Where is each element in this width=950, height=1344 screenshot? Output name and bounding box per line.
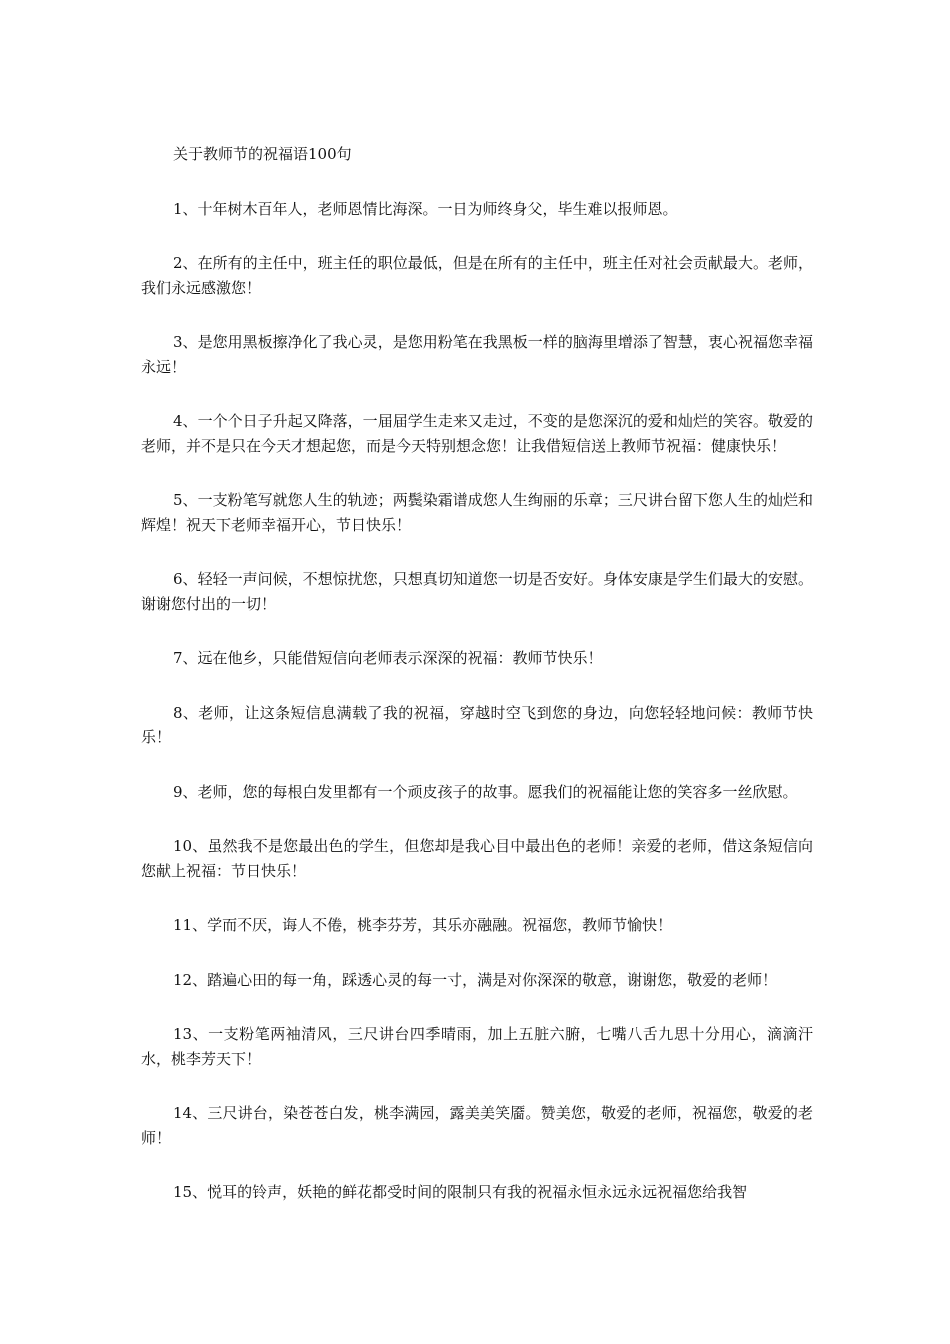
wish-item-3: 3、是您用黑板擦净化了我心灵，是您用粉笔在我黑板一样的脑海里增添了智慧，衷心祝福您幸福永远！ [141, 333, 813, 376]
wish-item-10: 10、虽然我不是您最出色的学生，但您却是我心目中最出色的老师！亲爱的老师，借这条短信向您献上祝福：节日快乐！ [141, 837, 813, 880]
wish-item-5: 5、一支粉笔写就您人生的轨迹；两鬓染霜谱成您人生绚丽的乐章；三尺讲台留下您人生的灿烂和辉煌！祝天下老师幸福开心，节日快乐！ [141, 491, 813, 534]
wish-item-8: 8、老师，让这条短信息满载了我的祝福，穿越时空飞到您的身边，向您轻轻地问候：教师节快乐！ [141, 703, 813, 746]
document-title: 关于教师节的祝福语100句 [173, 145, 352, 163]
wish-item-6: 6、轻轻一声问候，不想惊扰您，只想真切知道您一切是否安好。身体安康是学生们最大的安慰。谢谢您付出的一切！ [141, 570, 813, 613]
wish-item-15: 15、悦耳的铃声，妖艳的鲜花都受时间的限制只有我的祝福永恒永远永远祝福您给我智 [173, 1183, 748, 1201]
document-page [141, 142, 813, 1235]
wish-item-9: 9、老师，您的每根白发里都有一个顽皮孩子的故事。愿我们的祝福能让您的笑容多一丝欣慰。 [173, 782, 798, 801]
wish-item-14: 14、三尺讲台，染苍苍白发，桃李满园，露美美笑靥。赞美您，敬爱的老师，祝福您，敬爱的老师！ [141, 1104, 813, 1147]
wish-item-13: 13、一支粉笔两袖清风，三尺讲台四季晴雨，加上五脏六腑，七嘴八舌九思十分用心，滴滴汗水，桃李芳天下！ [141, 1025, 813, 1068]
wish-item-4: 4、一个个日子升起又降落，一届届学生走来又走过，不变的是您深沉的爱和灿烂的笑容。敬爱的老师，并不是只在今天才想起您，而是今天特别想念您！让我借短信送上教师节祝福：健康快乐！ [141, 412, 813, 455]
wish-item-2: 2、在所有的主任中，班主任的职位最低，但是在所有的主任中，班主任对社会贡献最大。老师，我们永远感激您！ [141, 254, 813, 297]
wish-item-1: 1、十年树木百年人，老师恩情比海深。一日为师终身父，毕生难以报师恩。 [173, 199, 678, 218]
wish-item-12: 12、踏遍心田的每一角，踩透心灵的每一寸，满是对你深深的敬意，谢谢您，敬爱的老师！ [173, 970, 778, 989]
wish-item-11: 11、学而不厌，诲人不倦，桃李芬芳，其乐亦融融。祝福您，教师节愉快！ [173, 916, 673, 934]
wish-item-7: 7、远在他乡，只能借短信向老师表示深深的祝福：教师节快乐！ [173, 649, 603, 667]
